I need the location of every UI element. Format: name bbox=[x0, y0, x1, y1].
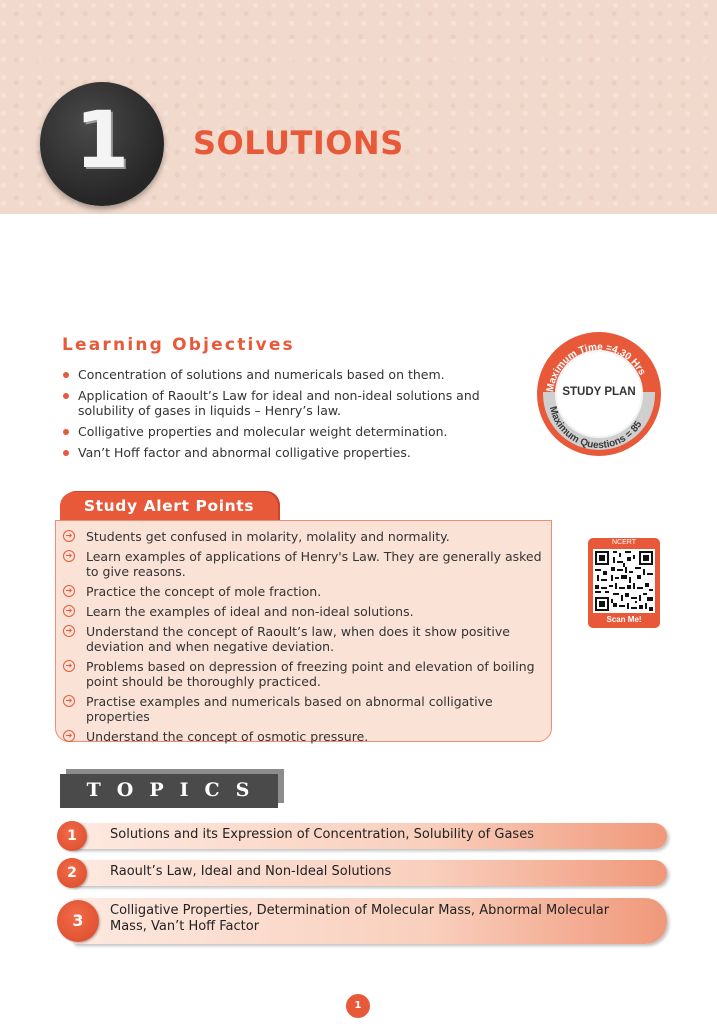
topic-text: Solutions and its Expression of Concentration, Solubility of Gases bbox=[110, 827, 534, 842]
list-item-text: Understand the concept of osmotic pressure. bbox=[86, 729, 369, 744]
study-alert-list bbox=[63, 529, 543, 749]
topics-heading: TOPICS bbox=[86, 779, 266, 801]
qr-code-icon[interactable] bbox=[593, 549, 655, 613]
list-item-text: Learn examples of applications of Henry's Law. They are generally asked to give reasons. bbox=[86, 549, 542, 579]
learning-objectives-heading: Learning Objectives bbox=[62, 335, 295, 355]
list-item: Concentration of solutions and numericals based on them. bbox=[62, 367, 482, 382]
study-plan-max-questions: Maximum Questions = 85 bbox=[546, 405, 645, 452]
svg-text:Maximum Questions = 85 bbox=[547, 405, 645, 451]
arrow-circle-icon: ➔ bbox=[63, 585, 75, 597]
arrow-circle-icon: ➔ bbox=[63, 660, 75, 672]
chapter-title: SOLUTIONS bbox=[193, 124, 404, 162]
list-item bbox=[63, 694, 543, 724]
study-alert-tab bbox=[60, 492, 278, 522]
list-item-text: Practice the concept of mole fraction. bbox=[86, 584, 322, 599]
list-item bbox=[63, 729, 543, 744]
topic-number: 2 bbox=[57, 858, 87, 888]
page-number: 1 bbox=[346, 994, 370, 1018]
list-item bbox=[63, 529, 543, 544]
topic-text: Colligative Properties, Determination of Molecular Mass, Abnormal Molecular Mass, Van’t Hoff Factor bbox=[110, 903, 610, 934]
list-item bbox=[63, 549, 543, 579]
list-item: Colligative properties and molecular weight determination. bbox=[62, 424, 482, 439]
topic-item-2[interactable] bbox=[57, 860, 667, 886]
list-item: Application of Raoult’s Law for ideal and non-ideal solutions and solubility of gases in liquids – Henry’s law. bbox=[62, 388, 482, 418]
arrow-circle-icon: ➔ bbox=[63, 550, 75, 562]
list-item bbox=[63, 604, 543, 619]
chapter-number-badge bbox=[40, 82, 164, 206]
list-item bbox=[63, 584, 543, 599]
qr-bottom-label: Scan Me! bbox=[606, 615, 642, 624]
study-plan-label: STUDY PLAN bbox=[562, 386, 636, 398]
topics-heading-bar bbox=[60, 774, 278, 808]
qr-top-label: NCERT bbox=[612, 539, 636, 546]
list-item-text: Practise examples and numericals based on abnormal colligative properties bbox=[86, 694, 493, 724]
arrow-circle-icon: ➔ bbox=[63, 530, 75, 542]
arrow-circle-icon: ➔ bbox=[63, 730, 75, 742]
list-item-text: Problems based on depression of freezing point and elevation of boiling point should be thoroughly practiced. bbox=[86, 659, 535, 689]
learning-objectives-list bbox=[62, 367, 482, 466]
list-item-text: Understand the concept of Raoult’s law, when does it show positive deviation and when negative deviation. bbox=[86, 624, 510, 654]
list-item bbox=[63, 659, 543, 689]
study-plan-badge bbox=[537, 332, 661, 456]
topic-item-1[interactable] bbox=[57, 823, 667, 849]
list-item bbox=[63, 624, 543, 654]
qr-card[interactable] bbox=[588, 538, 660, 628]
list-item-text: Learn the examples of ideal and non-ideal solutions. bbox=[86, 604, 414, 619]
topic-number: 3 bbox=[57, 900, 99, 942]
study-alert-heading: Study Alert Points bbox=[83, 497, 255, 515]
study-plan-max-time: Maximum Time =4.30 Hrs bbox=[545, 341, 648, 393]
arrow-circle-icon: ➔ bbox=[63, 695, 75, 707]
topic-text: Raoult’s Law, Ideal and Non-Ideal Solutions bbox=[110, 864, 392, 879]
list-item-text: Students get confused in molarity, molality and normality. bbox=[86, 529, 450, 544]
chapter-number: 1 bbox=[74, 96, 130, 186]
arrow-circle-icon: ➔ bbox=[63, 605, 75, 617]
topic-item-3[interactable] bbox=[57, 898, 667, 944]
study-alert-box bbox=[55, 520, 552, 742]
list-item: Van’t Hoff factor and abnormal colligative properties. bbox=[62, 445, 482, 460]
arrow-circle-icon: ➔ bbox=[63, 625, 75, 637]
topic-number: 1 bbox=[57, 821, 87, 851]
